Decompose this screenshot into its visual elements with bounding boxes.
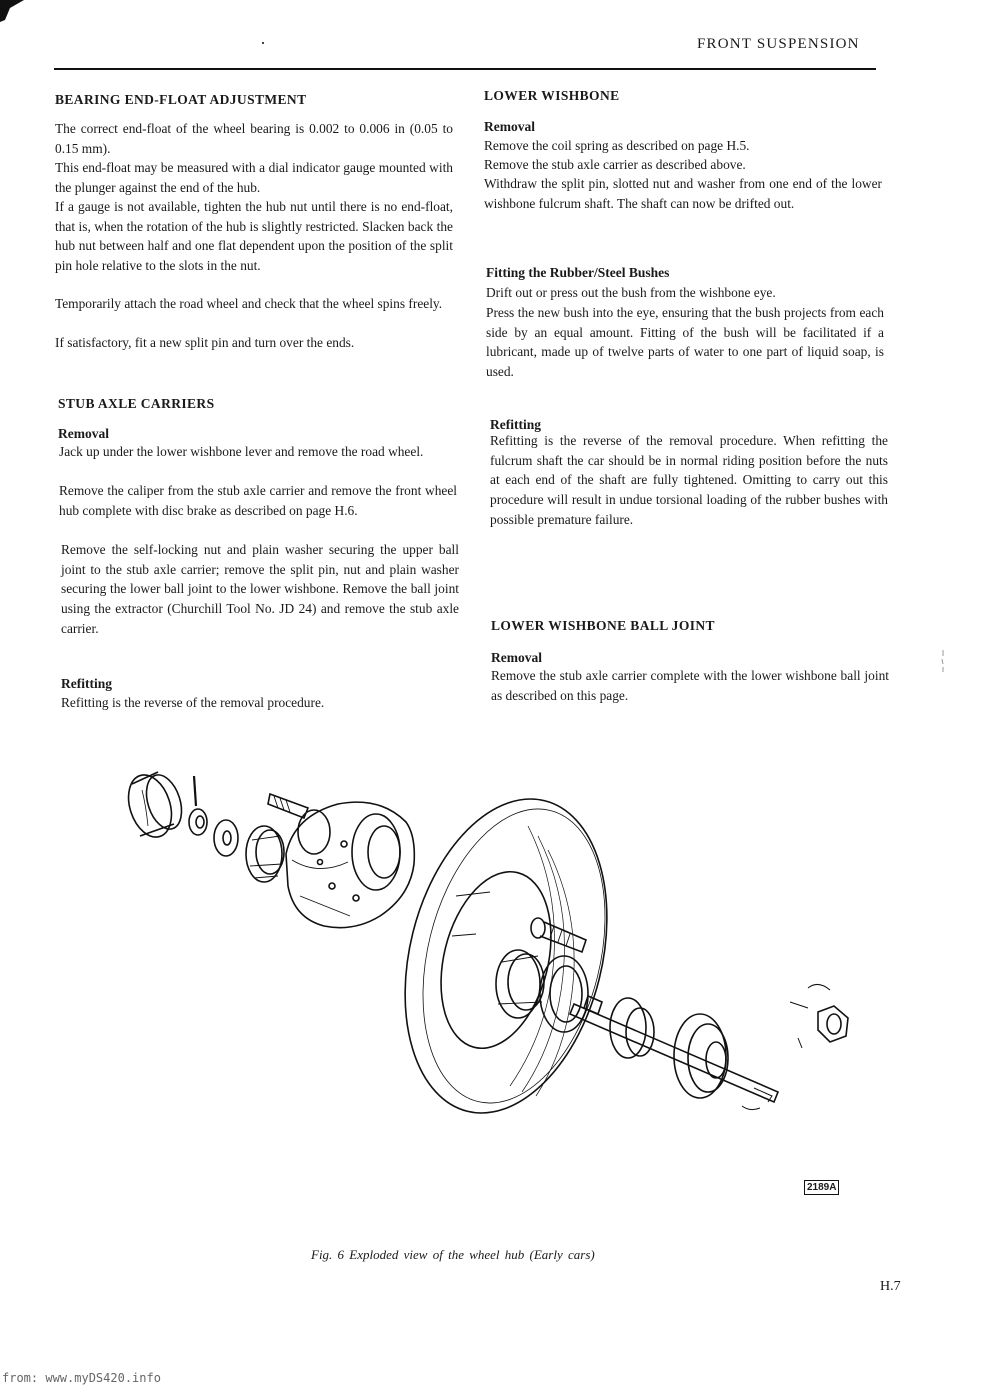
margin-pencil-mark [941, 650, 945, 672]
outer-bearing-part [246, 826, 284, 882]
lower-wishbone-removal-para-2: Remove the stub axle carrier as described above. [484, 157, 746, 172]
washer-part [214, 820, 238, 856]
ball-joint-removal-text: Remove the stub axle carrier complete with the lower wishbone ball joint as described on this page. [491, 668, 889, 703]
wishbone-refitting-heading: Refitting [490, 417, 541, 432]
footer-source: from: www.myDS420.info [2, 1371, 161, 1385]
inner-bearing-part [496, 950, 544, 1018]
lower-wishbone-removal-para-3: Withdraw the split pin, slotted nut and washer from one end of the lower wishbone fulcrum shaft. The shaft can now be drifted out. [484, 176, 882, 211]
wishbone-refitting-text: Refitting is the reverse of the removal procedure. When refitting the fulcrum shaft the car should be in normal riding position before the nuts at each end of the shaft are fully tightened. Omitting to carry out this procedure will result in undue torsional loading of the rubber bushes with possible premature failure. [490, 433, 888, 527]
bearing-para-1: The correct end-float of the wheel bearing is 0.002 to 0.006 in (0.05 to 0.15 mm). [55, 121, 453, 156]
bearing-para-3: If a gauge is not available, tighten the hub nut until there is no end-float, that is, when the rotation of the hub is slightly restricted. Slacken back the hub nut between half and one flat dependent upon the position of the split pin hole relative to the slots in the nut. [55, 199, 453, 274]
bearing-para-4: Temporarily attach the road wheel and check that the wheel spins freely. [55, 296, 443, 311]
small-parts [742, 984, 830, 1109]
bearing-heading: BEARING END-FLOAT ADJUSTMENT [55, 92, 307, 107]
stub-axle-heading: STUB AXLE CARRIERS [58, 396, 215, 411]
stub-axle-removal-para-1: Jack up under the lower wishbone lever and remove the road wheel. [59, 444, 424, 459]
lower-wishbone-heading: LOWER WISHBONE [484, 88, 620, 103]
stub-axle-refitting-text: Refitting is the reverse of the removal procedure. [61, 695, 325, 710]
header-title: FRONT SUSPENSION [697, 36, 860, 52]
scan-corner-mark [0, 0, 26, 22]
stub-axle-removal-para-2: Remove the caliper from the stub axle carrier and remove the front wheel hub complete with disc brake as described on page H.6. [59, 483, 457, 518]
figure-code-label: 2189A [804, 1180, 839, 1195]
header-rule [54, 68, 876, 70]
page-number: H.7 [880, 1279, 901, 1294]
wheel-stud-part [268, 794, 308, 818]
lower-wishbone-removal-heading: Removal [484, 119, 535, 134]
bushes-para-1: Drift out or press out the bush from the wishbone eye. [486, 285, 776, 300]
wheel-hub-exploded-view-illustration [118, 766, 858, 1160]
axle-flange-part [674, 1014, 728, 1098]
bolt-part [531, 918, 586, 952]
hub-nut-part [818, 1006, 848, 1042]
lower-wishbone-removal-para-1: Remove the coil spring as described on page H.5. [484, 138, 750, 153]
stub-axle-removal-para-3: Remove the self-locking nut and plain washer securing the upper ball joint to the stub axle carrier; remove the split pin, nut and plain washer securing the lower ball joint to the lower wishbone. Remove the ball joint using the extractor (Churchill Tool No. JD 24) and remove the stub axle carrier. [61, 542, 459, 636]
hub-part [286, 802, 414, 928]
dust-cap-part [121, 769, 196, 842]
stub-axle-refitting-heading: Refitting [61, 676, 112, 691]
bushes-heading: Fitting the Rubber/Steel Bushes [486, 265, 670, 280]
stub-axle-removal-heading: Removal [58, 426, 109, 441]
ball-joint-removal-heading: Removal [491, 650, 542, 665]
slotted-nut-part [189, 809, 207, 835]
bearing-para-2: This end-float may be measured with a dial indicator gauge mounted with the plunger against the end of the hub. [55, 160, 453, 195]
bearing-para-5: If satisfactory, fit a new split pin and turn over the ends. [55, 335, 355, 350]
bushes-para-2: Press the new bush into the eye, ensuring that the bush projects from each side by an equal amount. Fitting of the bush will be facilitated if a lubricant, made up of twelve parts of water to one part of liquid soap, is used. [486, 305, 884, 380]
figure-caption: Fig. 6 Exploded view of the wheel hub (Early cars) [311, 1247, 595, 1262]
ball-joint-heading: LOWER WISHBONE BALL JOINT [491, 618, 715, 633]
scan-speck [262, 42, 264, 44]
